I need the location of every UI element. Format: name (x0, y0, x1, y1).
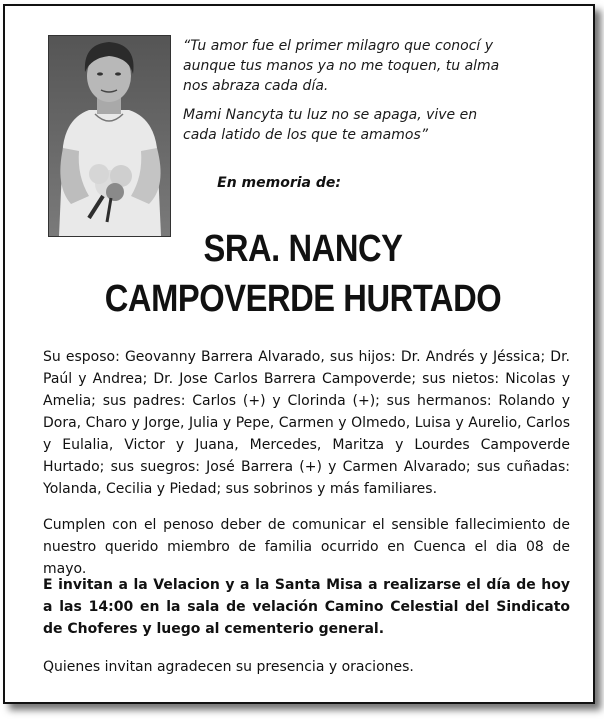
thanks-paragraph: Quienes invitan agradecen su presencia y oraciones. (43, 659, 414, 675)
invitation-paragraph: E invitan a la Velacion y a la Santa Misa a realizarse el día de hoy a las 14:00 en la sala de velación Camino Celestial del Sindicato de Choferes y luego al cementerio general. (43, 577, 570, 637)
family-paragraph: Su esposo: Geovanny Barrera Alvarado, sus hijos: Dr. Andrés y Jéssica; Dr. Paúl y Andrea; Dr. Jose Carlos Barrera Campoverde; sus nietos: Nicolas y Amelia; sus padres: Carlos (+) y Clorinda (+); sus hermanos: Rolando y Dora, Charo y Jorge, Julia y Pepe, Carmen y Olmedo, Luisa y Aurelio, Carlos y Eulalia, Victor y Juana, Mercedes, Maritza y Lourdes Campoverde Hurtado; sus suegros: José Barrera (+) y Carmen Alvarado; sus cuñadas: Yolanda, Cecilia y Piedad; sus sobrinos y más familiares. (43, 349, 570, 497)
name-line-2: CAMPOVERDE HURTADO (104, 278, 502, 320)
portrait-illustration (49, 36, 170, 236)
memorial-quote (183, 36, 507, 145)
memoria-label: En memoria de: (217, 175, 341, 191)
deceased-name (73, 224, 534, 324)
portrait-photo (48, 35, 171, 237)
name-line-1: SRA. NANCY (203, 228, 403, 270)
obituary-frame (3, 4, 595, 704)
quote-line-1: “Tu amor fue el primer milagro que conocí y aunque tus manos ya no me toquen, tu alma nos abraza cada día. (183, 38, 500, 94)
quote-line-2: Mami Nancyta tu luz no se apaga, vive en cada latido de los que te amamos” (183, 107, 478, 143)
announcement-paragraph: Cumplen con el penoso deber de comunicar el sensible fallecimiento de nuestro querido miembro de familia ocurrido en Cuenca el dia 08 de mayo. (43, 517, 570, 577)
